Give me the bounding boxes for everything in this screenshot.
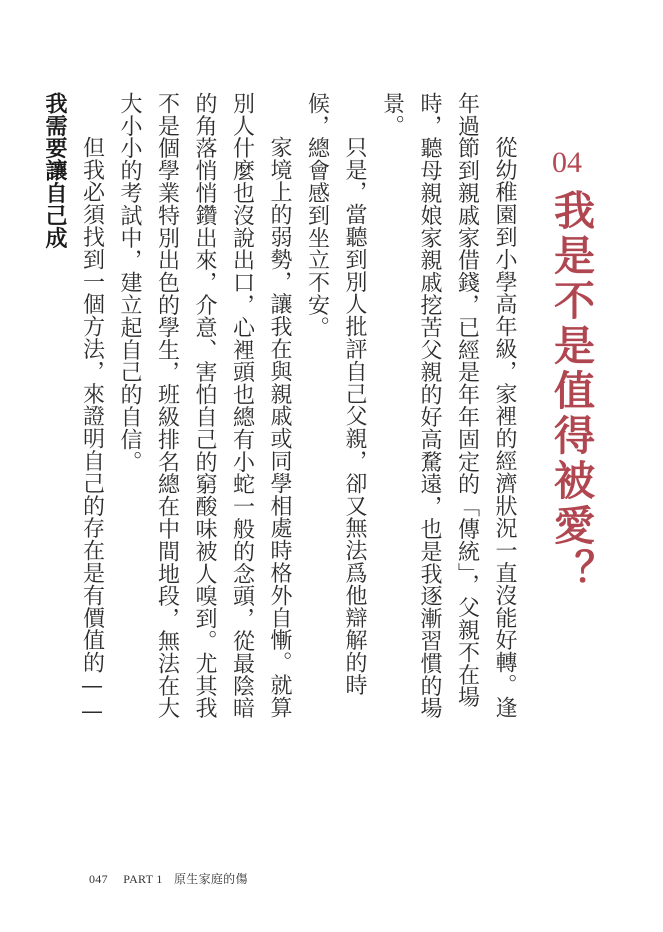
paragraph-4-text: 但我必須找到一個方法，來證明自己的存在是有價值的—— — [79, 136, 105, 725]
page-footer — [89, 870, 248, 887]
paragraph-3: 家境上的弱勢，讓我在與親戚或同學相處時格外自慚。就算別人什麼也沒說出口，心裡頭也總有小蛇一般的念頭，從最陰暗的角落悄悄鑽出來，介意、害怕自己的窮酸味被人嗅到。尤其我不是個學業特別出色的學生，班級排名總在中間地段，無法在大大小小的考試中，建立起自己的自信。 — [117, 92, 292, 720]
paragraph-4 — [36, 92, 111, 732]
body-text — [36, 92, 524, 732]
emphasized-phrase: 我需要讓自己成 — [42, 92, 67, 249]
part-label: PART 1 — [123, 872, 163, 886]
section-title: 原生家庭的傷 — [173, 872, 248, 886]
paragraph-2: 只是，當聽到別人批評自己父親，卻又無法爲他辯解的時候，總會感到坐立不安。 — [304, 92, 367, 696]
chapter-title: 我是不是值得被愛？ — [547, 189, 595, 594]
paragraph-1: 從幼稚園到小學高年級，家裡的經濟狀況一直沒能好轉。逢年過節到親戚家借錢，已經是年年固定的「傳統」，父親不在場時，聽母親娘家親戚挖苦父親的好高騖遠，也是我逐漸習慣的場景。 — [379, 92, 517, 720]
chapter-number: 04 — [552, 146, 582, 179]
page-number: 047 — [89, 872, 108, 886]
